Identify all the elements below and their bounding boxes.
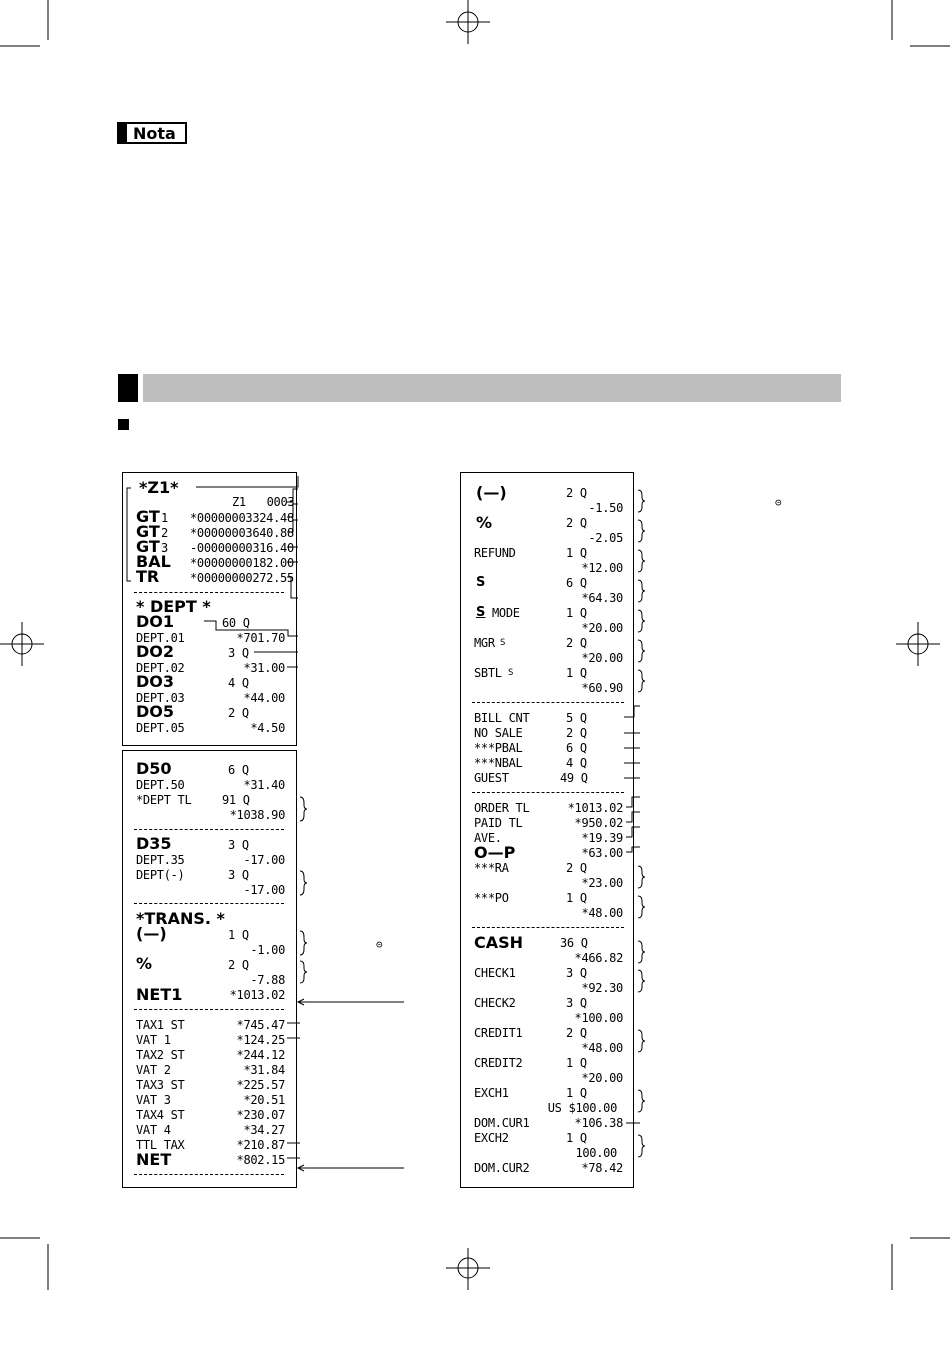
- tax1st-label: TAX1 ST: [136, 1018, 185, 1032]
- domcur2-label: DOM.CUR2: [474, 1161, 530, 1175]
- vat2-label: VAT 2: [136, 1063, 171, 1077]
- separator: [134, 1009, 284, 1010]
- ra-amount: *23.00: [581, 876, 623, 890]
- minus-key-icon: ⊝: [775, 496, 782, 509]
- nbal-label: ***NBAL: [474, 756, 523, 770]
- vat1-amount: *124.25: [236, 1033, 285, 1047]
- credit2-qty: 1 Q: [566, 1056, 587, 1070]
- net1-label: NET1: [136, 985, 183, 1004]
- d05-label: DO5: [136, 702, 175, 721]
- paid-tl-label: PAID TL: [474, 816, 523, 830]
- vat3-label: VAT 3: [136, 1093, 171, 1107]
- dept02-label: DEPT.02: [136, 661, 185, 675]
- dept35-amount: -17.00: [243, 853, 285, 867]
- d03-label: DO3: [136, 672, 175, 691]
- gt1-label: GT: [136, 507, 160, 526]
- dept05-label: DEPT.05: [136, 721, 185, 735]
- po-amount: *48.00: [581, 906, 623, 920]
- order-tl-amount: *1013.02: [567, 801, 623, 815]
- separator: [472, 702, 624, 703]
- void-mode-amount: *20.00: [581, 621, 623, 635]
- minus-amount: -1.00: [250, 943, 285, 957]
- separator: [134, 829, 284, 830]
- dept05-amount: *4.50: [250, 721, 285, 735]
- dept02-amount: *31.00: [243, 661, 285, 675]
- d05-qty: 2 Q: [228, 706, 249, 720]
- separator: [134, 1174, 284, 1175]
- exch2-amount: 100.00: [575, 1146, 617, 1160]
- d50-qty: 6 Q: [228, 763, 249, 777]
- check2-qty: 3 Q: [566, 996, 587, 1010]
- vat2-amount: *31.84: [243, 1063, 285, 1077]
- minus-label: (—): [476, 483, 507, 502]
- dept-minus-label: DEPT(-): [136, 868, 185, 882]
- d35-qty: 3 Q: [228, 838, 249, 852]
- d01-label: DO1: [136, 612, 175, 631]
- percent-label: %: [476, 513, 493, 532]
- gt2-value: *00000003640.88: [190, 526, 294, 540]
- gt3-label: GT: [136, 537, 160, 556]
- section-marker: [118, 374, 138, 402]
- z1-header: *Z1*: [139, 478, 179, 497]
- cash-label: CASH: [474, 933, 524, 952]
- percent-amount: -7.88: [250, 973, 285, 987]
- void-mode-symbol: S: [476, 605, 486, 620]
- d50-label: D50: [136, 759, 172, 778]
- separator: [472, 927, 624, 928]
- check1-label: CHECK1: [474, 966, 516, 980]
- check2-amount: *100.00: [574, 1011, 623, 1025]
- vat4-amount: *34.27: [243, 1123, 285, 1137]
- nota-block: [119, 124, 127, 142]
- minus-qty: 2 Q: [566, 486, 587, 500]
- ttltax-label: TTL TAX: [136, 1138, 185, 1152]
- vat1-label: VAT 1: [136, 1033, 171, 1047]
- separator: [134, 592, 284, 593]
- credit1-qty: 2 Q: [566, 1026, 587, 1040]
- cash-qty: 36 Q: [560, 936, 588, 950]
- tax2st-amount: *244.12: [236, 1048, 285, 1062]
- op-label: O—P: [474, 843, 516, 862]
- average-label: AVE.: [474, 831, 502, 845]
- credit1-label: CREDIT1: [474, 1026, 523, 1040]
- void-amount: *64.30: [581, 591, 623, 605]
- refund-amount: *12.00: [581, 561, 623, 575]
- gt3-value: -00000000316.40: [190, 541, 294, 555]
- ra-label: ***RA: [474, 861, 509, 875]
- order-tl-label: ORDER TL: [474, 801, 530, 815]
- bal-value: *00000000182.00: [190, 556, 294, 570]
- check1-amount: *92.30: [581, 981, 623, 995]
- separator: [134, 903, 284, 904]
- check1-qty: 3 Q: [566, 966, 587, 980]
- exch2-qty: 1 Q: [566, 1131, 587, 1145]
- mgr-amount: *20.00: [581, 651, 623, 665]
- credit2-amount: *20.00: [581, 1071, 623, 1085]
- z1-counter: Z1 0003: [232, 495, 295, 509]
- dept-minus-qty: 3 Q: [228, 868, 249, 882]
- void-mode-qty: 1 Q: [566, 606, 587, 620]
- credit1-amount: *48.00: [581, 1041, 623, 1055]
- tr-label: TR: [136, 567, 160, 586]
- tax3st-amount: *225.57: [236, 1078, 285, 1092]
- void-mode-label: MODE: [492, 606, 520, 620]
- dept-total-amount: *1038.90: [229, 808, 285, 822]
- gt1-num: 1: [161, 511, 168, 525]
- minus-amount: -1.50: [588, 501, 623, 515]
- tax4st-amount: *230.07: [236, 1108, 285, 1122]
- separator: [472, 792, 624, 793]
- dept-total-label: *DEPT TL: [136, 793, 192, 807]
- d03-qty: 4 Q: [228, 676, 249, 690]
- dept01-amount: *701.70: [236, 631, 285, 645]
- void-symbol: S: [476, 575, 486, 590]
- paid-tl-amount: *950.02: [574, 816, 623, 830]
- no-sale-label: NO SALE: [474, 726, 523, 740]
- tax3st-label: TAX3 ST: [136, 1078, 185, 1092]
- section-bar: [143, 374, 841, 402]
- exch1-qty: 1 Q: [566, 1086, 587, 1100]
- gt2-label: GT: [136, 522, 160, 541]
- sbtl-symbol: S: [508, 668, 514, 678]
- po-qty: 1 Q: [566, 891, 587, 905]
- mgr-label: MGR: [474, 636, 495, 650]
- dept03-label: DEPT.03: [136, 691, 185, 705]
- sbtl-label: SBTL: [474, 666, 502, 680]
- dept-header: * DEPT *: [136, 597, 211, 616]
- ttltax-amount: *210.87: [236, 1138, 285, 1152]
- pbal-label: ***PBAL: [474, 741, 523, 755]
- mgr-qty: 2 Q: [566, 636, 587, 650]
- exch2-label: EXCH2: [474, 1131, 509, 1145]
- cash-amount: *466.82: [574, 951, 623, 965]
- d02-label: DO2: [136, 642, 175, 661]
- po-label: ***PO: [474, 891, 509, 905]
- dept-minus-amount: -17.00: [243, 883, 285, 897]
- dept35-label: DEPT.35: [136, 853, 185, 867]
- dept50-amount: *31.40: [243, 778, 285, 792]
- op-amount: *63.00: [581, 846, 623, 860]
- vat3-amount: *20.51: [243, 1093, 285, 1107]
- bal-label: BAL: [136, 552, 171, 571]
- sbtl-amount: *60.90: [581, 681, 623, 695]
- d35-label: D35: [136, 834, 172, 853]
- percent-qty: 2 Q: [228, 958, 249, 972]
- guest-label: GUEST: [474, 771, 509, 785]
- guest-qty: 49 Q: [560, 771, 588, 785]
- domcur2-amount: *78.42: [581, 1161, 623, 1175]
- sbtl-qty: 1 Q: [566, 666, 587, 680]
- no-sale-qty: 2 Q: [566, 726, 587, 740]
- exch1-label: EXCH1: [474, 1086, 509, 1100]
- nota-badge: [117, 122, 187, 144]
- void-qty: 6 Q: [566, 576, 587, 590]
- gt2-num: 2: [161, 526, 168, 540]
- minus-qty: 1 Q: [228, 928, 249, 942]
- gt1-value: *00000003324.48: [190, 511, 294, 525]
- d01-qty: 60 Q: [222, 616, 250, 630]
- percent-label: %: [136, 954, 153, 973]
- dept-total-qty: 91 Q: [222, 793, 250, 807]
- tr-value: *00000000272.55: [190, 571, 294, 585]
- refund-label: REFUND: [474, 546, 516, 560]
- dept03-amount: *44.00: [243, 691, 285, 705]
- net-label: NET: [136, 1150, 172, 1169]
- domcur1-amount: *106.38: [574, 1116, 623, 1130]
- tax4st-label: TAX4 ST: [136, 1108, 185, 1122]
- check2-label: CHECK2: [474, 996, 516, 1010]
- subsection-bullet: [118, 419, 129, 430]
- trans-header: *TRANS. *: [136, 909, 225, 928]
- credit2-label: CREDIT2: [474, 1056, 523, 1070]
- tax1st-amount: *745.47: [236, 1018, 285, 1032]
- refund-qty: 1 Q: [566, 546, 587, 560]
- percent-amount: -2.05: [588, 531, 623, 545]
- mgr-symbol: S: [500, 638, 506, 648]
- vat4-label: VAT 4: [136, 1123, 171, 1137]
- pbal-qty: 6 Q: [566, 741, 587, 755]
- average-amount: *19.39: [581, 831, 623, 845]
- ra-qty: 2 Q: [566, 861, 587, 875]
- nbal-qty: 4 Q: [566, 756, 587, 770]
- gt3-num: 3: [161, 541, 168, 555]
- dept50-label: DEPT.50: [136, 778, 185, 792]
- minus-label: (—): [136, 924, 167, 943]
- minus-key-icon: ⊝: [376, 938, 383, 951]
- nota-label: Nota: [133, 123, 176, 143]
- net-amount: *802.15: [236, 1153, 285, 1167]
- domcur1-label: DOM.CUR1: [474, 1116, 530, 1130]
- tax2st-label: TAX2 ST: [136, 1048, 185, 1062]
- exch1-amount: US $100.00: [547, 1101, 617, 1115]
- d02-qty: 3 Q: [228, 646, 249, 660]
- percent-qty: 2 Q: [566, 516, 587, 530]
- dept01-label: DEPT.01: [136, 631, 185, 645]
- bill-cnt-label: BILL CNT: [474, 711, 530, 725]
- bill-cnt-qty: 5 Q: [566, 711, 587, 725]
- net1-amount: *1013.02: [229, 988, 285, 1002]
